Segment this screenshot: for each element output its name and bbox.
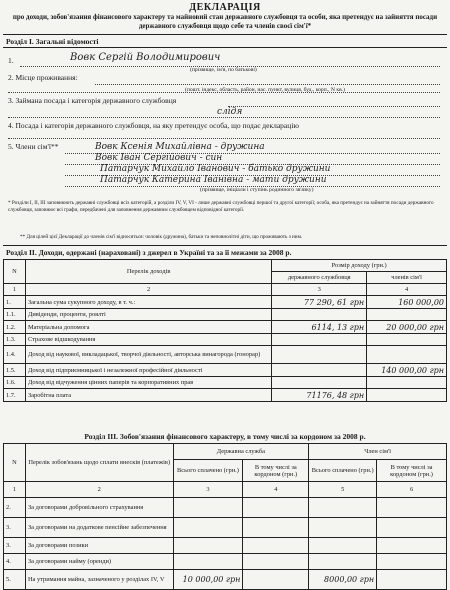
col-n-header: N	[4, 444, 26, 482]
row-label: Страхове відшкодування	[25, 334, 271, 346]
row-label: Доход від підприємницької і незалежної професійної діяльності	[25, 364, 271, 377]
divider	[3, 245, 447, 246]
family-caption: (прізвище, ініціали і ступінь родинного зв'язку)	[200, 187, 314, 193]
servant-amount: 71176, 48 грн	[272, 389, 367, 402]
servant-abroad	[243, 554, 309, 570]
family-total	[309, 538, 377, 554]
desired-position-line	[8, 138, 440, 139]
full-name-caption: (прізвище, ім'я, по батькові)	[190, 67, 257, 73]
servant-abroad	[243, 498, 309, 518]
colnum: 4	[243, 482, 309, 498]
position-line-2	[8, 117, 440, 118]
row-label: На утримання майна, зазначеного у розділах IV, V	[25, 570, 173, 590]
servant-amount	[272, 309, 367, 321]
colnum: 1	[4, 482, 26, 498]
sub-total-header: Всього сплачено (грн.)	[309, 460, 377, 482]
row-number: 4.	[4, 554, 26, 570]
family-amount: 20 000,00 грн	[367, 321, 447, 334]
family-abroad	[377, 554, 447, 570]
servant-abroad	[243, 518, 309, 538]
row-number: 1.5.	[4, 364, 26, 377]
col-n-header: N	[4, 260, 26, 284]
row-number: 3.	[4, 518, 26, 538]
obligation-row	[4, 538, 447, 554]
footnote-2: ** Для цілей цієї Декларації до членів сім'ї відносяться: чоловік (дружина), батьки та неповнолітні діти, що проживають з ним.	[20, 234, 303, 240]
row-label: Доход від відчуження цінних паперів та корпоративних прав	[25, 377, 271, 389]
family-amount	[367, 309, 447, 321]
servant-abroad	[243, 538, 309, 554]
colnum: 3	[272, 284, 367, 296]
servant-total	[173, 518, 243, 538]
desired-position-label: 4. Посада і категорія державного службовця, на яку претендує особа, що подає декларацію	[8, 121, 299, 130]
col-list-header: Перелік доходів	[25, 260, 271, 284]
income-table	[3, 259, 447, 402]
income-row	[4, 321, 447, 334]
income-header-row	[4, 260, 447, 272]
family-member: Вовк Іван Сергійович - син	[95, 153, 223, 163]
col-list-header: Перелік зобов'язань щодо сплати внесків (платежів)	[25, 444, 173, 482]
servant-total	[173, 554, 243, 570]
section1-heading: Розділ І. Загальні відомості	[6, 37, 99, 46]
col-amount-header: Розмір доходу (грн.)	[272, 260, 447, 272]
servant-amount: 6114, 13 грн	[272, 321, 367, 334]
col-servant-header: державного службовця	[272, 272, 367, 284]
row-number: 1.3.	[4, 334, 26, 346]
document-subtitle: про доходи, зобов'язання фінансового характеру та майновий стан державного службовця та особи, яка претендує на зайняття посади державного службовця щодо себе та членів своєї сім'ї*	[12, 13, 438, 30]
row-label: За договорами на додаткове пенсійне забезпечення	[25, 518, 173, 538]
row-number: 1.1.	[4, 309, 26, 321]
family-member: Вовк Ксенія Михайлівна - дружина	[95, 142, 265, 152]
income-row	[4, 364, 447, 377]
row-number: 1.6.	[4, 377, 26, 389]
family-label: 5. Члени сім'ї**	[8, 142, 59, 151]
sub-abroad-header: В тому числі за кордоном (грн.)	[243, 460, 309, 482]
servant-amount	[272, 377, 367, 389]
document-title: ДЕКЛАРАЦІЯ	[189, 2, 261, 13]
obligation-row	[4, 498, 447, 518]
colnum: 2	[25, 482, 173, 498]
family-amount	[367, 377, 447, 389]
family-amount: 160 000,00	[367, 296, 447, 309]
income-row	[4, 377, 447, 389]
row-number: 1.7.	[4, 389, 26, 402]
colnum: 1	[4, 284, 26, 296]
colnum: 3	[173, 482, 243, 498]
position-value: слідя	[217, 107, 243, 117]
col-family-header: членів сім'ї	[367, 272, 447, 284]
divider	[3, 47, 447, 48]
income-colnum-row	[4, 284, 447, 296]
colnum: 5	[309, 482, 377, 498]
family-amount	[367, 346, 447, 364]
row-number: 5.	[4, 570, 26, 590]
family-total	[309, 498, 377, 518]
family-amount: 140 000,00 грн	[367, 364, 447, 377]
family-total	[309, 554, 377, 570]
colnum: 4	[367, 284, 447, 296]
position-line	[228, 106, 440, 107]
row-label: За договорами позики	[25, 538, 173, 554]
family-amount	[367, 389, 447, 402]
servant-total	[173, 538, 243, 554]
col-servant-header: Державна служба	[173, 444, 309, 460]
income-row	[4, 296, 447, 309]
full-name-value: Вовк Сергій Володимирович	[70, 52, 221, 63]
row-number: 1.2.	[4, 321, 26, 334]
residence-label: 2. Місце проживання:	[8, 73, 78, 82]
family-total: 8000,00 грн	[309, 570, 377, 590]
servant-amount	[272, 334, 367, 346]
section3-heading: Розділ ІІІ. Зобов'язання фінансового характеру, в тому числі за кордоном за 2008 р.	[84, 432, 366, 441]
obligations-table	[3, 443, 447, 590]
family-abroad	[377, 498, 447, 518]
income-row	[4, 309, 447, 321]
footnote-1: * Розділи І, ІІ, ІІІ заповнюють державні службовці всіх категорій, а розділи IV, V, VI - лише державні службовці першої та другої категорії; особа, яка претендує на зайняття посади державного службовця, заповнює всі графи, передбачені для заповнення державним службовцем відповідної категорії.	[8, 200, 434, 213]
servant-total: 10 000,00 грн	[173, 570, 243, 590]
row-label: Доход від наукової, викладацької, творчої діяльності, авторська винагорода (гонорар)	[25, 346, 271, 364]
family-member: Патарчук Михайло Іванович - батько дружини	[100, 164, 331, 174]
row-label: За договорами добровільного страхування	[25, 498, 173, 518]
row-label: Заробітна плата	[25, 389, 271, 402]
row-label: Дивіденди, проценти, роялті	[25, 309, 271, 321]
row-number: 3.	[4, 538, 26, 554]
family-member: Патарчук Катерина Іванівна - мати дружини	[100, 175, 327, 185]
family-abroad	[377, 518, 447, 538]
family-abroad	[377, 538, 447, 554]
income-row	[4, 346, 447, 364]
residence-line	[95, 84, 440, 85]
row-number: 1.	[4, 296, 26, 309]
colnum: 2	[25, 284, 271, 296]
servant-amount	[272, 364, 367, 377]
obligations-header-row	[4, 444, 447, 460]
servant-amount	[272, 346, 367, 364]
colnum: 6	[377, 482, 447, 498]
obligations-colnum-row	[4, 482, 447, 498]
family-total	[309, 518, 377, 538]
position-label: 3. Займана посада і категорія державного службовця	[8, 96, 177, 105]
sub-abroad-header: В тому числі за кордоном (грн.)	[377, 460, 447, 482]
income-row	[4, 334, 447, 346]
row-label: Матеріальна допомога	[25, 321, 271, 334]
servant-amount: 77 290, 61 грн	[272, 296, 367, 309]
row-number: 1.4.	[4, 346, 26, 364]
row-number: 2.	[4, 498, 26, 518]
income-row	[4, 389, 447, 402]
section2-heading: Розділ ІІ. Доходи, одержані (нараховані) з джерел в Україні та за її межами за 2008 р.	[6, 248, 292, 257]
obligation-row	[4, 554, 447, 570]
col-family-header: Член сім'ї	[309, 444, 447, 460]
servant-total	[173, 498, 243, 518]
divider	[3, 34, 447, 35]
family-amount	[367, 334, 447, 346]
obligation-row	[4, 518, 447, 538]
sub-total-header: Всього сплачено (грн.)	[173, 460, 243, 482]
residence-caption: (пошт. індекс, область, район, нас. пункт, вулиця, буд., корп., N кв.)	[185, 87, 345, 93]
row-label: Загальна сума сукупного доходу, в т. ч.:	[25, 296, 271, 309]
row-label: За договорами найму (оренди)	[25, 554, 173, 570]
field1-number: 1.	[8, 56, 14, 65]
